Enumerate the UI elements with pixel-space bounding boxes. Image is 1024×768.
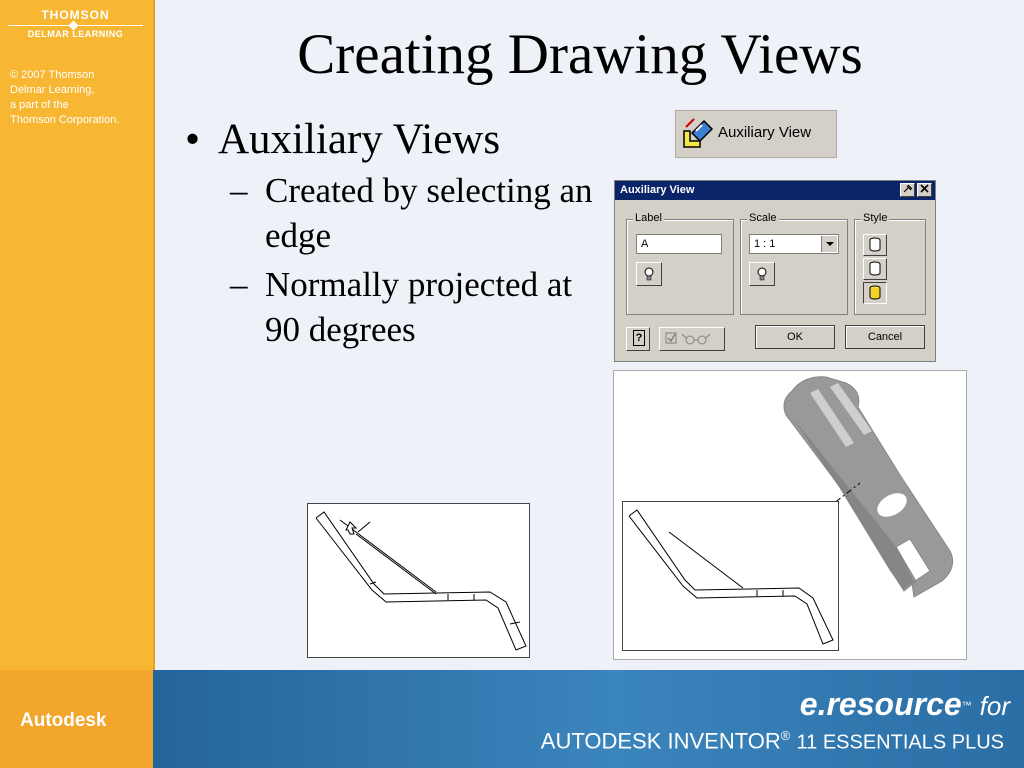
- sub-bullet: [185, 262, 605, 352]
- style-group: [854, 212, 926, 315]
- lightbulb-icon: [637, 263, 661, 285]
- product-edition: 11 ESSENTIALS PLUS: [796, 731, 1004, 754]
- parent-view-drawing-copy: [622, 501, 839, 651]
- style-hidden-lines-button[interactable]: [863, 234, 887, 256]
- product-name: [541, 728, 1004, 754]
- bent-part-drawing: [623, 502, 838, 650]
- help-icon: ?: [633, 330, 645, 346]
- style-shaded-button[interactable]: [863, 282, 887, 304]
- label-group-title: Label: [635, 212, 662, 224]
- bullet-list: [185, 115, 605, 352]
- auxiliary-view-dialog: [614, 180, 936, 362]
- bullet-auxiliary-views: • Auxiliary Views: [185, 115, 605, 164]
- scale-dropdown[interactable]: [749, 234, 839, 254]
- sub-bullet-text: Created by selecting an edge: [265, 171, 593, 255]
- close-icon: [919, 184, 930, 194]
- cylinder-shaded-icon: [864, 283, 886, 303]
- slide-title: Creating Drawing Views: [297, 23, 863, 86]
- cylinder-icon: [864, 259, 886, 279]
- dialog-titlebar[interactable]: [615, 181, 935, 200]
- scale-group: [740, 212, 848, 315]
- label-visibility-button[interactable]: [636, 262, 662, 286]
- style-hidden-removed-button[interactable]: [863, 258, 887, 280]
- logo-line1: THOMSON: [41, 8, 110, 22]
- label-input[interactable]: A: [636, 234, 722, 254]
- copyright-line: Thomson Corporation.: [10, 114, 120, 126]
- copyright-text: [10, 68, 148, 128]
- eresource-text: e.resource: [799, 686, 962, 722]
- scale-visibility-button[interactable]: [749, 262, 775, 286]
- dash: –: [230, 265, 248, 304]
- logo-rule: [8, 25, 143, 26]
- bent-part-drawing: [308, 504, 529, 657]
- help-button[interactable]: [626, 327, 650, 351]
- sub-bullet: [185, 168, 605, 258]
- logo-line2: DELMAR LEARNING: [27, 29, 124, 39]
- scale-group-title: Scale: [749, 212, 777, 224]
- pin-button[interactable]: [900, 183, 915, 197]
- parent-view-drawing: [307, 503, 530, 658]
- chevron-down-icon[interactable]: [821, 236, 837, 252]
- close-button[interactable]: [917, 183, 932, 197]
- auxiliary-view-icon: [680, 117, 716, 153]
- scale-value: 1 : 1: [754, 238, 776, 250]
- footer-banner: [0, 670, 1024, 768]
- lightbulb-icon: [750, 263, 774, 285]
- checkbox-glasses-icon: [660, 328, 724, 350]
- eresource-for: for: [979, 691, 1010, 721]
- cancel-button[interactable]: Cancel: [845, 325, 925, 349]
- auxiliary-view-result: [613, 370, 967, 660]
- arrow-icon: [346, 522, 370, 534]
- dialog-title: Auxiliary View: [620, 184, 695, 196]
- copyright-line: © 2007 Thomson: [10, 69, 95, 81]
- thomson-logo: [8, 8, 143, 39]
- sub-bullet-text: Normally projected at 90 degrees: [265, 265, 573, 349]
- cylinder-hidden-icon: [864, 235, 886, 255]
- ok-button[interactable]: OK: [755, 325, 835, 349]
- pin-icon: [902, 184, 913, 194]
- auxiliary-view-button[interactable]: [675, 110, 837, 158]
- auxiliary-view-button-label: Auxiliary View: [718, 124, 812, 141]
- copyright-line: a part of the: [10, 99, 69, 111]
- style-group-title: Style: [863, 212, 888, 224]
- eresource-logo: [800, 686, 1010, 723]
- options-button[interactable]: [659, 327, 725, 351]
- dash: –: [230, 171, 248, 210]
- registered-symbol: ®: [780, 728, 791, 743]
- label-group: [626, 212, 734, 315]
- autodesk-logo: [0, 670, 153, 768]
- trademark-symbol: ™: [961, 700, 972, 712]
- sidebar: [0, 0, 155, 670]
- autodesk-logo-text: Autodesk: [20, 710, 107, 731]
- product-main: AUTODESK INVENTOR: [540, 728, 781, 754]
- copyright-line: Delmar Learning,: [10, 84, 95, 96]
